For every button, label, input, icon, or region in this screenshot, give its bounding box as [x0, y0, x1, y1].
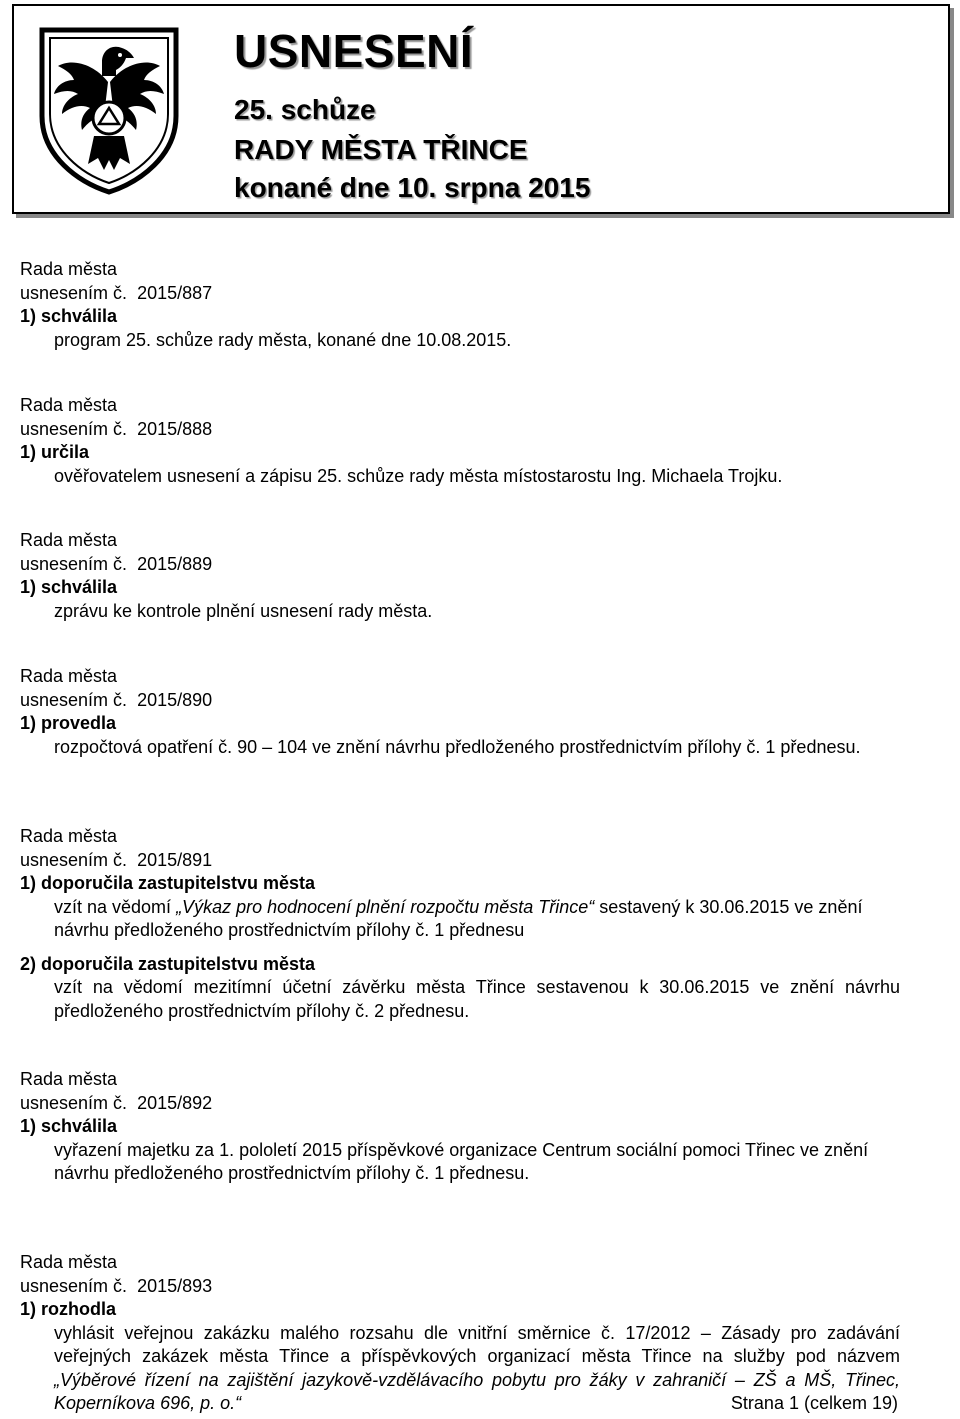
meeting-number: 25. schůze	[234, 94, 376, 125]
page-footer: Strana 1 (celkem 19)	[730, 1393, 898, 1413]
resolution-number: 2015/890	[137, 689, 213, 710]
rada-label: Rada města	[20, 826, 118, 846]
resolution-text: rozpočtová opatření č. 90 – 104 ve znění návrhu předloženého prostřednictvím přílohy č. 1 přednesu.	[54, 736, 861, 757]
usneseni-line: usnesením č. 2015/892	[20, 1092, 213, 1113]
rada-label: Rada města	[20, 666, 118, 686]
resolution-889	[20, 529, 900, 623]
usneseni-line: usnesením č. 2015/893	[20, 1275, 213, 1296]
resolution-890	[20, 665, 900, 759]
usneseni-line: usnesením č. 2015/888	[20, 418, 213, 439]
usneseni-line: usnesením č. 2015/887	[20, 282, 213, 303]
resolution-892	[20, 1068, 900, 1186]
resolution-888	[20, 394, 900, 488]
resolution-action: 2) doporučila zastupitelstvu města	[20, 953, 316, 974]
resolution-action: 1) rozhodla	[20, 1299, 117, 1319]
rada-label: Rada města	[20, 395, 118, 415]
resolution-number: 2015/892	[137, 1092, 213, 1113]
resolution-887	[20, 258, 900, 352]
usneseni-line: usnesením č. 2015/890	[20, 689, 213, 710]
meeting-date: konané dne 10. srpna 2015	[234, 172, 591, 203]
resolution-text: vyřazení majetku za 1. pololetí 2015 příspěvkové organizace Centrum sociální pomoci Třinec ve znění návrhu předloženého prostřednictvím přílohy č. 1 přednesu.	[54, 1139, 869, 1183]
usneseni-line: usnesením č. 2015/889	[20, 553, 213, 574]
city-crest-icon	[36, 24, 182, 196]
resolution-number: 2015/891	[137, 849, 213, 870]
resolution-text: program 25. schůze rady města, konané dne 10.08.2015.	[54, 329, 512, 350]
resolution-893	[20, 1251, 900, 1416]
resolution-text: ověřovatelem usnesení a zápisu 25. schůze rady města místostarostu Ing. Michaela Trojku.	[54, 465, 783, 486]
resolution-text: vyhlásit veřejnou zakázku malého rozsahu dle vnitřní směrnice č. 17/2012 – Zásady pro zadávání veřejných zakázek města Třince a příspěvkových organizací města Třince na služby pod názvem „Výběrové řízení na zajištění jazykově-vzdělávacího pobytu pro žáky v zahraničí – ZŠ a MŠ, Třinec, Koperníkova 696, p. o.“	[54, 1322, 900, 1413]
rada-label: Rada města	[20, 1069, 118, 1089]
resolution-number: 2015/887	[137, 282, 213, 303]
rada-label: Rada města	[20, 259, 118, 279]
rada-label: Rada města	[20, 530, 118, 550]
header-box	[12, 4, 950, 214]
resolution-text: zprávu ke kontrole plnění usnesení rady města.	[54, 600, 433, 621]
resolution-action: 1) doporučila zastupitelstvu města	[20, 873, 316, 893]
resolution-891	[20, 825, 900, 1023]
resolution-text: vzít na vědomí „Výkaz pro hodnocení plnění rozpočtu města Třince“ sestavený k 30.06.2015 ve znění návrhu předloženého prostřednictvím přílohy č. 1 přednesu	[54, 896, 863, 940]
resolution-number: 2015/888	[137, 418, 213, 439]
resolution-action: 1) schválila	[20, 1116, 118, 1136]
resolution-text: vzít na vědomí mezitímní účetní závěrku města Třince sestavenou k 30.06.2015 ve znění návrhu předloženého prostřednictvím přílohy č. 2 přednesu.	[54, 977, 900, 1021]
resolution-action: 1) schválila	[20, 577, 118, 597]
rada-label: Rada města	[20, 1252, 118, 1272]
resolution-action: 1) schválila	[20, 306, 118, 326]
document-title: USNESENÍ	[234, 25, 474, 77]
resolution-action: 1) určila	[20, 442, 90, 462]
council-name: RADY MĚSTA TŘINCE	[234, 134, 528, 165]
resolution-action: 1) provedla	[20, 713, 117, 733]
resolution-number: 2015/889	[137, 553, 213, 574]
usneseni-line: usnesením č. 2015/891	[20, 849, 213, 870]
resolution-number: 2015/893	[137, 1275, 213, 1296]
